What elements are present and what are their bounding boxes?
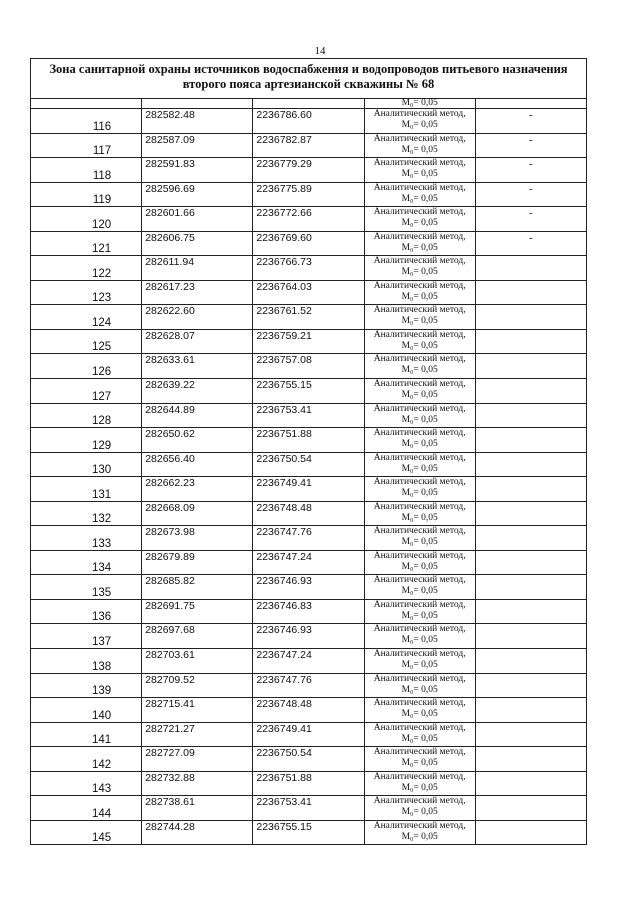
method-cell (364, 722, 475, 747)
note-cell: - (475, 158, 586, 183)
point-number-cell: 134 (31, 550, 142, 575)
method-value: M₀= 0,05 (401, 635, 438, 646)
point-number-cell: 117 (31, 133, 142, 158)
method-label: Аналитический метод, (373, 673, 466, 684)
method-label: Аналитический метод, (373, 599, 466, 610)
note-cell (475, 673, 586, 698)
method-value: M₀= 0,05 (401, 169, 438, 180)
note-cell (475, 379, 586, 404)
method-value: M₀= 0,05 (401, 684, 438, 695)
note-cell (475, 771, 586, 796)
table-title-row (31, 59, 587, 99)
method-cell (364, 182, 475, 207)
method-cell (364, 649, 475, 674)
y-coordinate-cell: 2236747.76 (253, 673, 364, 698)
method-label: Аналитический метод, (373, 256, 466, 267)
method-label: Аналитический метод, (373, 820, 466, 831)
note-cell (475, 599, 586, 624)
method-value: M₀= 0,05 (401, 709, 438, 720)
method-value: M₀= 0,05 (401, 365, 438, 376)
note-cell (475, 526, 586, 551)
y-coordinate-cell: 2236748.48 (253, 698, 364, 723)
method-value: M₀= 0,05 (401, 218, 438, 229)
x-coordinate-cell: 282709.52 (142, 673, 253, 698)
point-number-cell: 128 (31, 403, 142, 428)
method-cell (364, 305, 475, 330)
method-value: M₀= 0,05 (401, 340, 438, 351)
method-value: M₀= 0,05 (401, 439, 438, 450)
method-value: M₀= 0,05 (401, 807, 438, 818)
method-value: M₀= 0,05 (401, 242, 438, 253)
note-cell (475, 428, 586, 453)
y-coordinate-cell: 2236764.03 (253, 280, 364, 305)
y-coordinate-cell: 2236782.87 (253, 133, 364, 158)
table-row (31, 403, 587, 428)
point-number-cell: 125 (31, 329, 142, 354)
note-cell (475, 624, 586, 649)
method-value: M₀= 0,05 (401, 831, 438, 842)
table-row (31, 526, 587, 551)
y-coordinate-cell: 2236749.41 (253, 722, 364, 747)
x-coordinate-cell: 282611.94 (142, 256, 253, 281)
method-value: M₀= 0,05 (401, 660, 438, 671)
table-row (31, 649, 587, 674)
method-cell (364, 501, 475, 526)
method-value: M₀= 0,05 (401, 193, 438, 204)
point-number-cell: 126 (31, 354, 142, 379)
table-row (31, 722, 587, 747)
x-coordinate-cell: 282656.40 (142, 452, 253, 477)
note-cell (475, 280, 586, 305)
table-row (31, 428, 587, 453)
x-coordinate-cell: 282668.09 (142, 501, 253, 526)
table-row (31, 771, 587, 796)
method-cell (364, 747, 475, 772)
x-coordinate-cell: 282622.60 (142, 305, 253, 330)
y-coordinate-cell: 2236750.54 (253, 747, 364, 772)
method-cell (364, 280, 475, 305)
method-label: Аналитический метод, (373, 329, 466, 340)
note-cell (475, 796, 586, 821)
x-coordinate-cell: 282673.98 (142, 526, 253, 551)
method-label: Аналитический метод, (373, 722, 466, 733)
method-label: Аналитический метод, (373, 649, 466, 660)
point-number-cell: 145 (31, 820, 142, 845)
x-coordinate-cell: 282703.61 (142, 649, 253, 674)
method-value: M₀= 0,05 (401, 144, 438, 155)
method-label: Аналитический метод, (373, 207, 466, 218)
method-label: Аналитический метод, (373, 624, 466, 635)
point-number-cell: 119 (31, 182, 142, 207)
y-coordinate-cell: 2236751.88 (253, 428, 364, 453)
note-cell (475, 649, 586, 674)
method-cell (364, 428, 475, 453)
table-row (31, 158, 587, 183)
note-cell (475, 477, 586, 502)
method-value: M₀= 0,05 (401, 537, 438, 548)
table-row (31, 820, 587, 845)
note-cell (475, 722, 586, 747)
method-cell (364, 109, 475, 134)
method-value: M₀= 0,05 (401, 512, 438, 523)
y-coordinate-cell: 2236755.15 (253, 820, 364, 845)
y-coordinate-cell: 2236753.41 (253, 796, 364, 821)
y-coordinate-cell: 2236775.89 (253, 182, 364, 207)
method-cell (364, 698, 475, 723)
method-value: M₀= 0,05 (401, 414, 438, 425)
method-value: M₀= 0,05 (401, 390, 438, 401)
note-cell (475, 99, 586, 109)
point-number-cell: 133 (31, 526, 142, 551)
point-number-cell: 144 (31, 796, 142, 821)
method-label: Аналитический метод, (373, 477, 466, 488)
coordinates-table (30, 58, 587, 845)
method-cell (364, 256, 475, 281)
note-cell (475, 329, 586, 354)
method-cell (364, 599, 475, 624)
x-coordinate-cell: 282679.89 (142, 550, 253, 575)
method-value: M₀= 0,05 (401, 586, 438, 597)
point-number-cell: 118 (31, 158, 142, 183)
method-value: M₀= 0,05 (401, 291, 438, 302)
method-cell (364, 820, 475, 845)
y-coordinate-cell: 2236769.60 (253, 231, 364, 256)
method-cell (364, 673, 475, 698)
table-row-continued (31, 99, 587, 109)
x-coordinate-cell: 282596.69 (142, 182, 253, 207)
x-coordinate-cell: 282721.27 (142, 722, 253, 747)
note-cell (475, 550, 586, 575)
x-coordinate-cell: 282587.09 (142, 133, 253, 158)
note-cell: - (475, 207, 586, 232)
method-label: Аналитический метод, (373, 305, 466, 316)
method-cell (364, 477, 475, 502)
method-label: Аналитический метод, (373, 575, 466, 586)
table-row (31, 575, 587, 600)
method-label: Аналитический метод, (373, 428, 466, 439)
table-row (31, 305, 587, 330)
table-row (31, 452, 587, 477)
point-number-cell (31, 99, 142, 109)
table-row (31, 550, 587, 575)
title-line-2: второго пояса артезианской скважины № 68 (182, 77, 435, 91)
y-coordinate-cell: 2236779.29 (253, 158, 364, 183)
table-row (31, 231, 587, 256)
method-cell (364, 158, 475, 183)
table-row (31, 280, 587, 305)
method-value: M₀= 0,05 (401, 610, 438, 621)
x-coordinate-cell: 282691.75 (142, 599, 253, 624)
table-row (31, 109, 587, 134)
method-label: Аналитический метод, (373, 379, 466, 390)
point-number-cell: 143 (31, 771, 142, 796)
y-coordinate-cell: 2236747.76 (253, 526, 364, 551)
note-cell (475, 305, 586, 330)
table-row (31, 133, 587, 158)
note-cell: - (475, 109, 586, 134)
method-value: M₀= 0,05 (401, 267, 438, 278)
method-cell (364, 379, 475, 404)
y-coordinate-cell: 2236766.73 (253, 256, 364, 281)
method-cell (364, 133, 475, 158)
table-row (31, 329, 587, 354)
point-number-cell: 135 (31, 575, 142, 600)
y-coordinate-cell: 2236759.21 (253, 329, 364, 354)
method-value: M₀= 0,05 (401, 758, 438, 769)
y-coordinate-cell: 2236757.08 (253, 354, 364, 379)
method-cell (364, 526, 475, 551)
point-number-cell: 138 (31, 649, 142, 674)
x-coordinate-cell: 282697.68 (142, 624, 253, 649)
y-coordinate-cell: 2236772.66 (253, 207, 364, 232)
table-row (31, 599, 587, 624)
x-coordinate-cell: 282650.62 (142, 428, 253, 453)
method-label: Аналитический метод, (373, 526, 466, 537)
y-coordinate-cell: 2236746.83 (253, 599, 364, 624)
point-number-cell: 136 (31, 599, 142, 624)
point-number-cell: 123 (31, 280, 142, 305)
note-cell (475, 747, 586, 772)
method-label: Аналитический метод, (373, 109, 466, 119)
x-coordinate-cell: 282685.82 (142, 575, 253, 600)
method-cell (364, 403, 475, 428)
method-cell: M₀= 0,05 (364, 99, 475, 109)
method-cell (364, 452, 475, 477)
x-coordinate-cell: 282639.22 (142, 379, 253, 404)
point-number-cell: 137 (31, 624, 142, 649)
point-number-cell: 142 (31, 747, 142, 772)
method-value: M₀= 0,05 (401, 316, 438, 327)
note-cell: - (475, 182, 586, 207)
note-cell (475, 698, 586, 723)
note-cell: - (475, 231, 586, 256)
point-number-cell: 120 (31, 207, 142, 232)
method-label: Аналитический метод, (373, 452, 466, 463)
x-coordinate-cell: 282591.83 (142, 158, 253, 183)
method-label: Аналитический метод, (373, 771, 466, 782)
method-label: Аналитический метод, (373, 403, 466, 414)
table-row (31, 624, 587, 649)
method-label: Аналитический метод, (373, 182, 466, 193)
note-cell (475, 256, 586, 281)
note-cell (475, 403, 586, 428)
point-number-cell: 129 (31, 428, 142, 453)
title-line-1: Зона санитарной охраны источников водоспабжения и водопроводов питьевого назначения (49, 62, 568, 76)
x-coordinate-cell: 282744.28 (142, 820, 253, 845)
method-value: M₀= 0,05 (401, 733, 438, 744)
y-coordinate-cell (253, 99, 364, 109)
method-cell (364, 575, 475, 600)
x-coordinate-cell: 282738.61 (142, 796, 253, 821)
method-cell (364, 207, 475, 232)
table-row (31, 207, 587, 232)
method-value: M₀= 0,05 (401, 120, 438, 130)
y-coordinate-cell: 2236751.88 (253, 771, 364, 796)
x-coordinate-cell: 282601.66 (142, 207, 253, 232)
method-label: Аналитический метод, (373, 550, 466, 561)
x-coordinate-cell: 282644.89 (142, 403, 253, 428)
method-label: Аналитический метод, (373, 747, 466, 758)
x-coordinate-cell: 282628.07 (142, 329, 253, 354)
x-coordinate-cell: 282633.61 (142, 354, 253, 379)
method-label: Аналитический метод, (373, 354, 466, 365)
point-number-cell: 141 (31, 722, 142, 747)
x-coordinate-cell (142, 99, 253, 109)
method-label: Аналитический метод, (373, 280, 466, 291)
note-cell (475, 501, 586, 526)
method-label: Аналитический метод, (373, 231, 466, 242)
method-value: M₀= 0,05 (401, 561, 438, 572)
note-cell (475, 354, 586, 379)
point-number-cell: 116 (31, 109, 142, 134)
x-coordinate-cell: 282727.09 (142, 747, 253, 772)
method-label: Аналитический метод, (373, 158, 466, 169)
x-coordinate-cell: 282732.88 (142, 771, 253, 796)
point-number-cell: 132 (31, 501, 142, 526)
method-label: Аналитический метод, (373, 501, 466, 512)
y-coordinate-cell: 2236749.41 (253, 477, 364, 502)
page-number: 14 (314, 45, 326, 57)
point-number-cell: 122 (31, 256, 142, 281)
table-row (31, 501, 587, 526)
x-coordinate-cell: 282582.48 (142, 109, 253, 134)
method-cell (364, 354, 475, 379)
note-cell (475, 820, 586, 845)
y-coordinate-cell: 2236750.54 (253, 452, 364, 477)
table-row (31, 673, 587, 698)
table-row (31, 182, 587, 207)
x-coordinate-cell: 282715.41 (142, 698, 253, 723)
note-cell: - (475, 133, 586, 158)
method-cell (364, 624, 475, 649)
y-coordinate-cell: 2236746.93 (253, 624, 364, 649)
y-coordinate-cell: 2236747.24 (253, 649, 364, 674)
method-cell (364, 329, 475, 354)
method-cell (364, 231, 475, 256)
point-number-cell: 121 (31, 231, 142, 256)
note-cell (475, 452, 586, 477)
method-value: M₀= 0,05 (401, 782, 438, 793)
point-number-cell: 140 (31, 698, 142, 723)
point-number-cell: 131 (31, 477, 142, 502)
method-label: Аналитический метод, (373, 796, 466, 807)
y-coordinate-cell: 2236753.41 (253, 403, 364, 428)
table-row (31, 796, 587, 821)
table-row (31, 256, 587, 281)
y-coordinate-cell: 2236761.52 (253, 305, 364, 330)
note-cell (475, 575, 586, 600)
method-label: Аналитический метод, (373, 698, 466, 709)
table-row (31, 379, 587, 404)
table-row (31, 698, 587, 723)
y-coordinate-cell: 2236786.60 (253, 109, 364, 134)
point-number-cell: 124 (31, 305, 142, 330)
point-number-cell: 139 (31, 673, 142, 698)
x-coordinate-cell: 282606.75 (142, 231, 253, 256)
method-cell (364, 796, 475, 821)
point-number-cell: 130 (31, 452, 142, 477)
point-number-cell: 127 (31, 379, 142, 404)
method-value: M₀= 0,05 (401, 463, 438, 474)
y-coordinate-cell: 2236755.15 (253, 379, 364, 404)
method-cell (364, 771, 475, 796)
y-coordinate-cell: 2236746.93 (253, 575, 364, 600)
y-coordinate-cell: 2236748.48 (253, 501, 364, 526)
method-value: M₀= 0,05 (401, 488, 438, 499)
table-row (31, 354, 587, 379)
method-label: Аналитический метод, (373, 133, 466, 144)
method-cell (364, 550, 475, 575)
table-row (31, 747, 587, 772)
table-title (31, 59, 587, 99)
x-coordinate-cell: 282662.23 (142, 477, 253, 502)
table-row (31, 477, 587, 502)
x-coordinate-cell: 282617.23 (142, 280, 253, 305)
y-coordinate-cell: 2236747.24 (253, 550, 364, 575)
